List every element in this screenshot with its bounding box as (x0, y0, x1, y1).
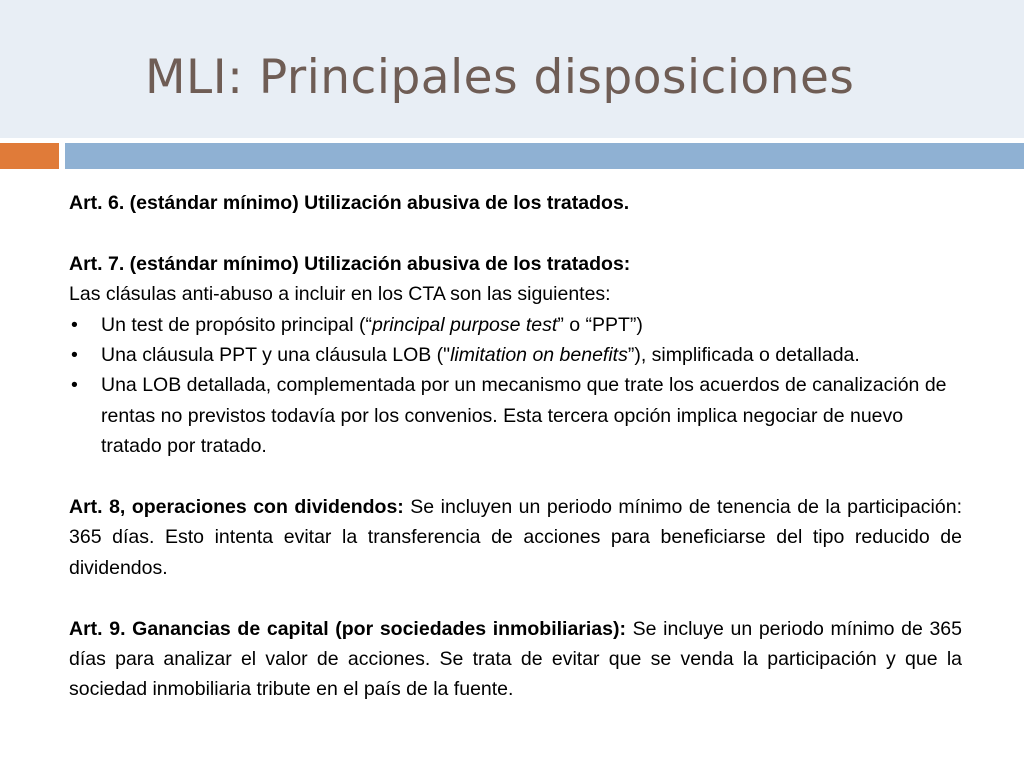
art7-bullet-list (69, 310, 962, 462)
art9-paragraph (69, 614, 962, 705)
bullet-text: Un test de propósito principal (“ (101, 313, 372, 336)
accent-bar-blue (65, 143, 1024, 169)
slide-body (69, 188, 962, 705)
accent-bar-orange (0, 143, 59, 169)
spacer (69, 583, 962, 613)
art7-intro: Las clásulas anti-abuso a incluir en los CTA son las siguientes: (69, 283, 611, 306)
art9-body: Se incluye un periodo mínimo de 365 días para analizar el valor de acciones. Se trata de evitar que se venda la participación y que la sociedad inmobiliaria tribute en el país de la fuente. (69, 617, 962, 701)
bullet-text: ” o “PPT”) (557, 313, 643, 336)
art8-body: Se incluyen un periodo mínimo de tenencia de la participación: 365 días. Esto intenta evitar la transferencia de acciones para beneficiarse del tipo reducido de dividendos. (69, 496, 962, 579)
bullet-text: Una cláusula PPT y una cláusula LOB (" (101, 344, 451, 367)
bullet-italic-term: limitation on benefits (450, 344, 628, 367)
art9-heading: Art. 9. Ganancias de capital (por sociedades inmobiliarias): (69, 617, 626, 640)
bullet-italic-term: principal purpose test (371, 313, 558, 336)
bullet-marker: • (71, 313, 78, 336)
bullet-text: Una LOB detallada, complementada por un mecanismo que trate los acuerdos de canalización de rentas no previstos todavía por los convenios. Esta tercera opción implica negociar de nuevo tratado por tratado. (101, 374, 947, 458)
list-item (69, 340, 962, 370)
bullet-text: ”), simplificada o detallada. (627, 344, 860, 367)
list-item (69, 370, 962, 461)
art8-paragraph (69, 492, 962, 583)
bullet-marker: • (71, 344, 78, 367)
spacer (69, 462, 962, 492)
title-banner (0, 0, 1024, 138)
bullet-marker: • (71, 374, 78, 397)
spacer (69, 218, 962, 248)
art6-heading: Art. 6. (estándar mínimo) Utilización abusiva de los tratados. (69, 192, 630, 214)
art8-heading: Art. 8, operaciones con dividendos: (69, 496, 404, 519)
slide-title: MLI: Principales disposiciones (145, 50, 855, 105)
list-item (69, 310, 962, 340)
art7-heading: Art. 7. (estándar mínimo) Utilización abusiva de los tratados: (69, 252, 631, 275)
